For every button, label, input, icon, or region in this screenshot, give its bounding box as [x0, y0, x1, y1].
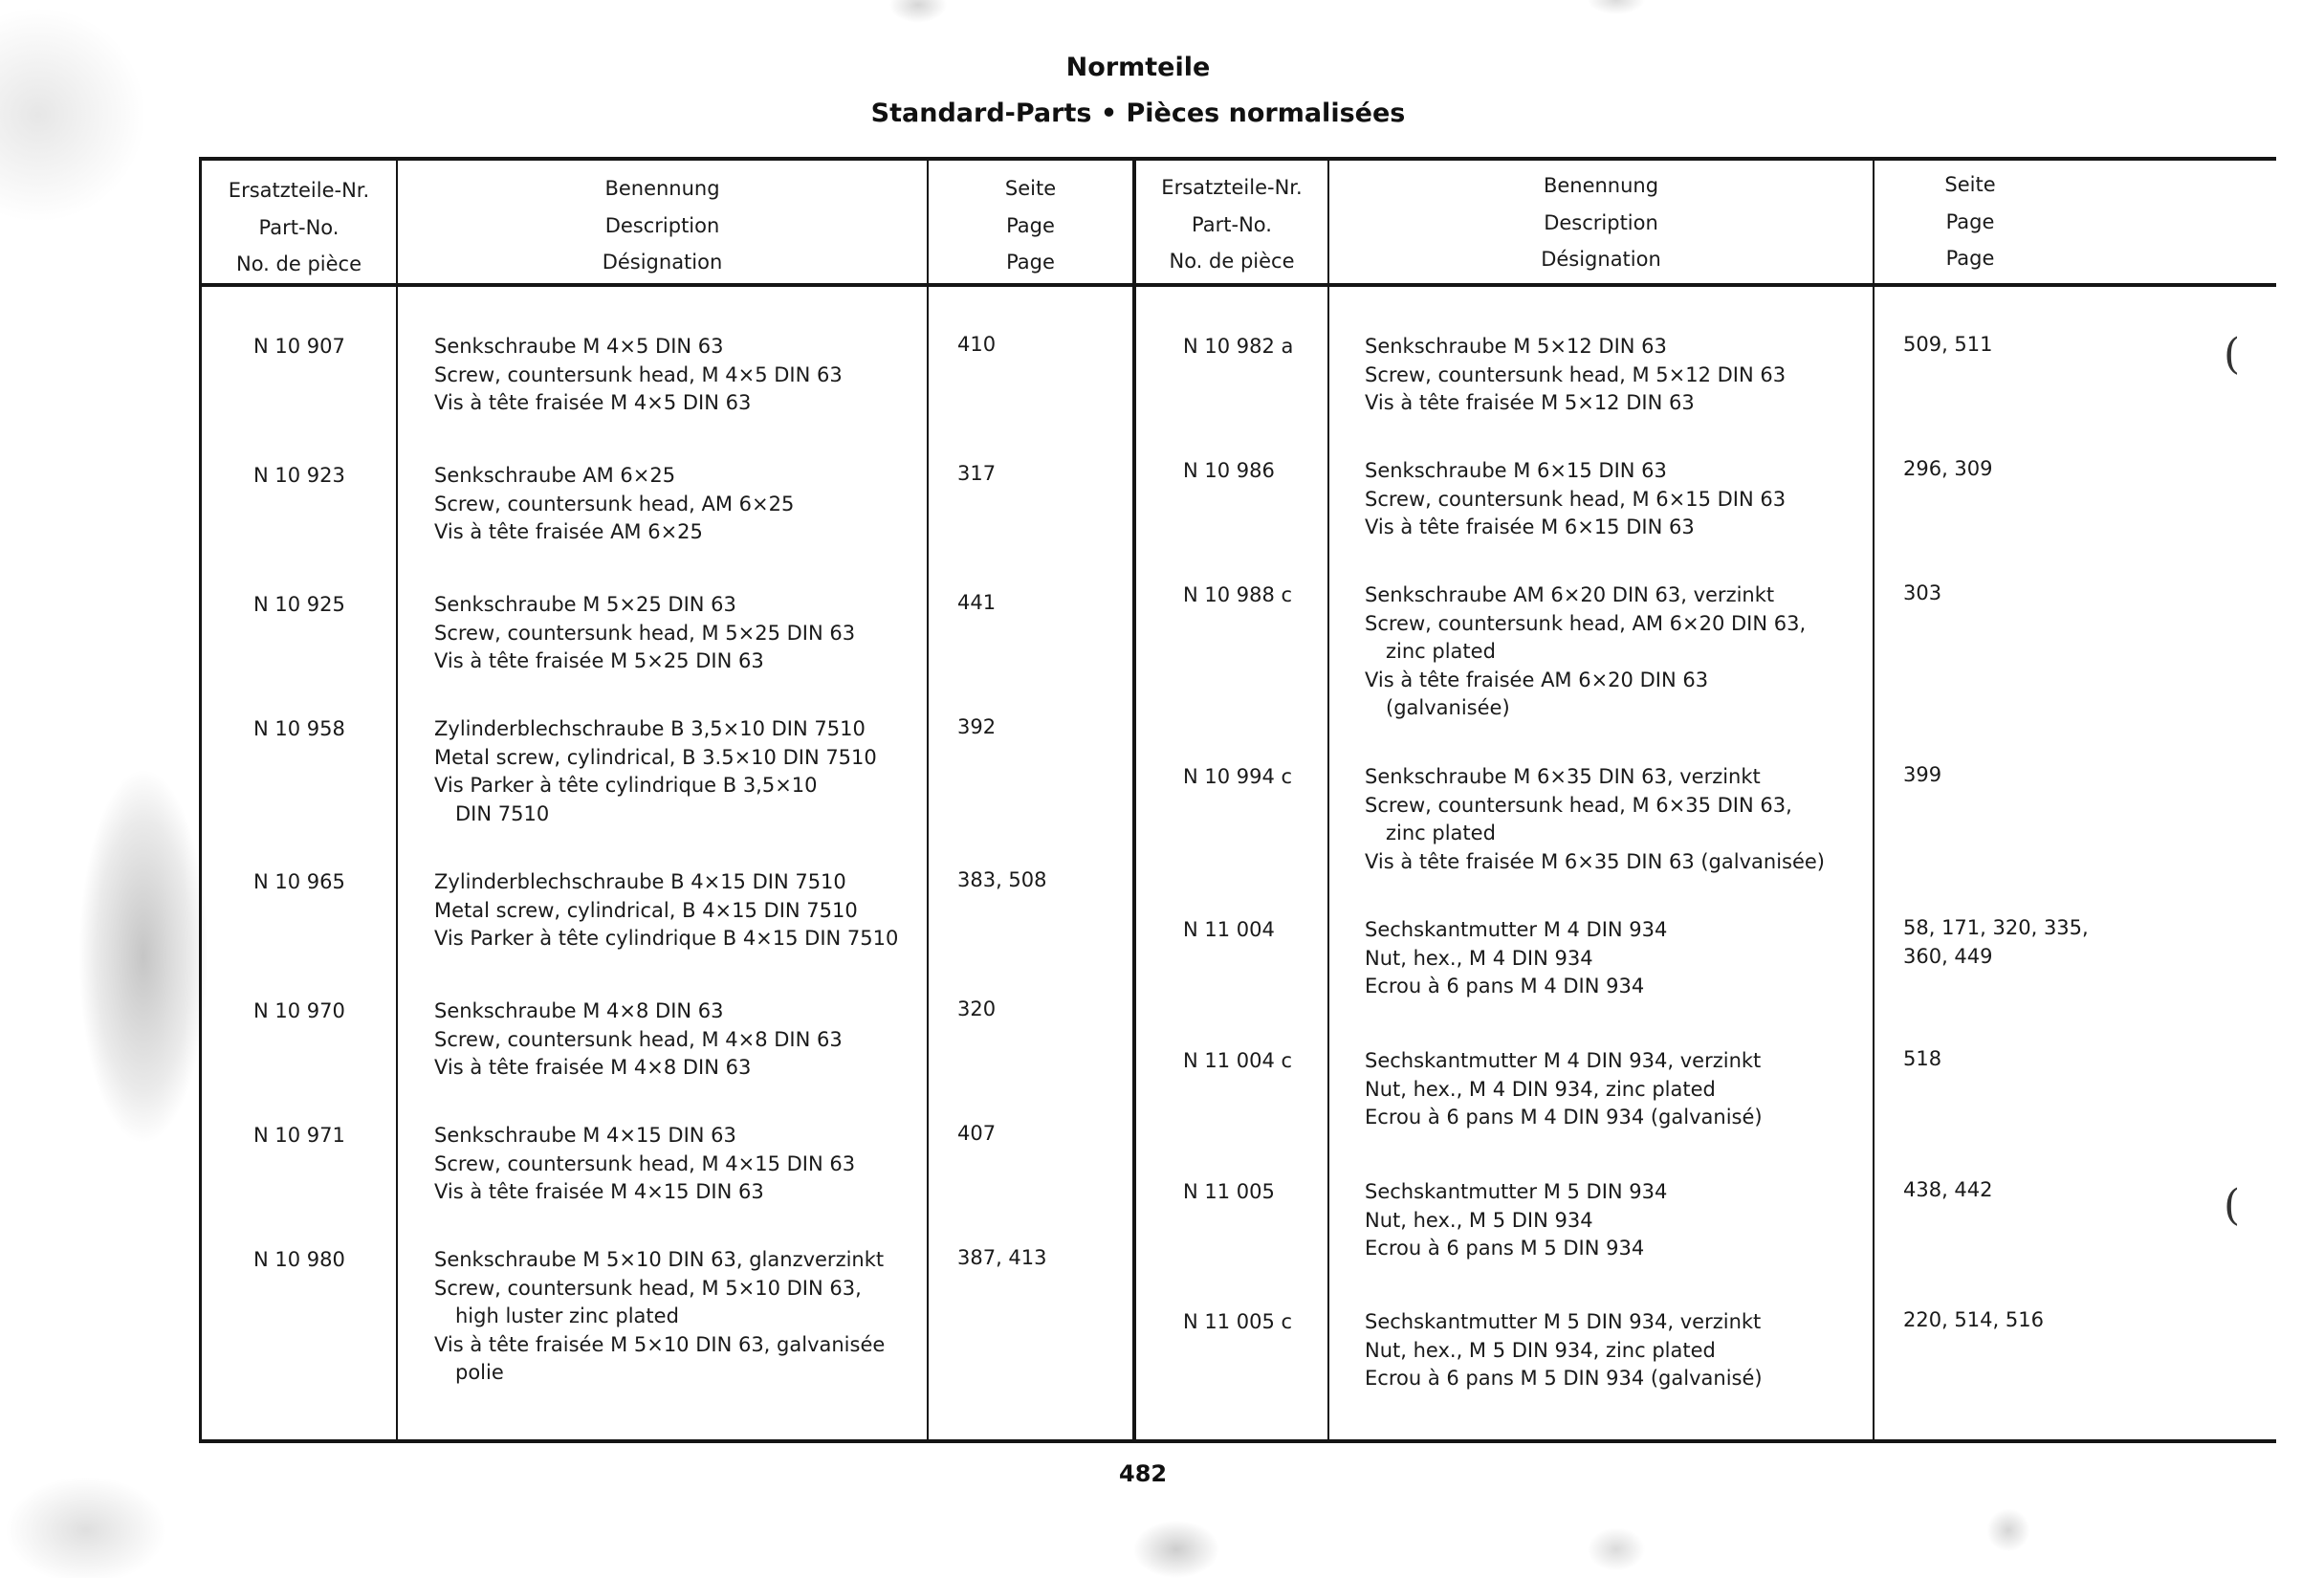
- part-number: N 10 923: [253, 464, 345, 487]
- part-number: N 10 994 c: [1183, 765, 1293, 788]
- margin-mark: (: [2224, 330, 2241, 379]
- description-line: Screw, countersunk head, M 6×35 DIN 63,: [1365, 793, 1792, 817]
- table-top-rule: [199, 157, 2276, 161]
- part-description: [1365, 916, 1667, 1001]
- header-part-no-de: Ersatzteile-Nr.: [1161, 176, 1303, 199]
- description-line: Nut, hex., M 5 DIN 934: [1365, 1208, 1593, 1232]
- description-line: Screw, countersunk head, M 5×12 DIN 63: [1365, 362, 1787, 386]
- col-divider-4: [1873, 157, 1875, 1443]
- description-line: Screw, countersunk head, M 4×15 DIN 63: [434, 1151, 856, 1175]
- page-reference: 296, 309: [1903, 457, 1993, 480]
- description-line: Metal screw, cylindrical, B 3.5×10 DIN 7510: [434, 745, 877, 769]
- header-part-no-en: Part-No.: [258, 215, 340, 239]
- part-number: N 11 005 c: [1183, 1310, 1293, 1333]
- description-line: Senkschraube M 4×5 DIN 63: [434, 335, 724, 358]
- description-line: Ecrou à 6 pans M 4 DIN 934 (galvanisé): [1365, 1106, 1763, 1129]
- header-description-left: [398, 170, 927, 281]
- part-description: [1365, 1047, 1763, 1132]
- description-line: Screw, countersunk head, M 4×8 DIN 63: [434, 1027, 843, 1051]
- col-divider-3: [1327, 157, 1329, 1443]
- description-line: Zylinderblechschraube B 3,5×10 DIN 7510: [434, 717, 866, 740]
- part-number: N 10 958: [253, 717, 345, 740]
- description-line: Ecrou à 6 pans M 4 DIN 934: [1365, 975, 1645, 997]
- header-part-no-fr: No. de pièce: [1169, 250, 1295, 273]
- part-description: [434, 997, 843, 1083]
- part-description: [1365, 763, 1825, 876]
- description-line: Screw, countersunk head, M 6×15 DIN 63: [1365, 487, 1787, 511]
- description-line: Sechskantmutter M 5 DIN 934: [1365, 1180, 1668, 1203]
- description-line: polie: [455, 1361, 504, 1384]
- page-reference: 518: [1903, 1047, 1942, 1070]
- description-line: Vis à tête fraisée M 6×35 DIN 63 (galvanisée): [1365, 849, 1826, 873]
- description-line: Senkschraube AM 6×20 DIN 63, verzinkt: [1365, 583, 1775, 606]
- header-description-fr: Désignation: [1541, 248, 1661, 271]
- part-number: N 10 971: [253, 1124, 345, 1147]
- description-line: Vis à tête fraisée M 5×25 DIN 63: [434, 649, 764, 672]
- description-line: Senkschraube M 4×15 DIN 63: [434, 1124, 736, 1147]
- page-reference: 407: [957, 1122, 997, 1145]
- col-divider-2: [927, 157, 929, 1443]
- page-subtitle: Standard-Parts • Pièces normalisées: [870, 99, 1406, 128]
- scan-smudge-left: [0, 0, 220, 1578]
- header-page-de: Seite: [1944, 173, 1996, 196]
- header-bottom-rule: [199, 283, 2276, 287]
- header-page-en: Page: [1945, 209, 1995, 233]
- description-line: Sechskantmutter M 4 DIN 934: [1365, 918, 1668, 941]
- header-description-de: Benennung: [1543, 174, 1659, 197]
- part-number: N 10 925: [253, 593, 345, 616]
- description-line: Vis Parker à tête cylindrique B 4×15 DIN 7510: [434, 927, 899, 950]
- part-description: [434, 1122, 855, 1207]
- margin-mark: (: [2224, 1181, 2241, 1230]
- header-part-no-de: Ersatzteile-Nr.: [228, 179, 370, 202]
- center-divider: [1132, 157, 1136, 1443]
- table-left-rule: [199, 157, 202, 1443]
- header-part-no-right: [1136, 169, 1327, 280]
- part-number: N 10 980: [253, 1248, 345, 1271]
- description-line: Screw, countersunk head, M 4×5 DIN 63: [434, 362, 843, 386]
- page-reference: 383, 508: [957, 868, 1047, 891]
- description-line: Vis à tête fraisée M 4×8 DIN 63: [434, 1056, 752, 1079]
- part-description: [1365, 333, 1786, 418]
- description-line: Vis à tête fraisée AM 6×20 DIN 63: [1365, 668, 1709, 691]
- header-description-en: Description: [1544, 210, 1658, 234]
- header-part-no-en: Part-No.: [1192, 212, 1272, 236]
- page-reference: 399: [1903, 763, 1942, 786]
- part-number: N 10 965: [253, 870, 345, 893]
- col-divider-1: [396, 157, 398, 1443]
- page-reference: 509, 511: [1903, 333, 1993, 356]
- description-line: Vis Parker à tête cylindrique B 3,5×10: [434, 774, 818, 797]
- page-number: 482: [1119, 1460, 1168, 1487]
- description-line: Nut, hex., M 4 DIN 934: [1365, 946, 1593, 970]
- part-number: N 10 982 a: [1183, 335, 1294, 358]
- description-line: Senkschraube M 5×25 DIN 63: [434, 593, 736, 616]
- description-line: Vis à tête fraisée M 6×15 DIN 63: [1365, 515, 1695, 538]
- page-reference: 220, 514, 516: [1903, 1308, 2044, 1331]
- header-page-de: Seite: [1004, 177, 1057, 200]
- description-line: Screw, countersunk head, M 5×25 DIN 63: [434, 621, 856, 645]
- header-description-right: [1329, 167, 1873, 278]
- part-description: [1365, 581, 1806, 723]
- description-line: Nut, hex., M 5 DIN 934, zinc plated: [1365, 1338, 1716, 1362]
- description-line: Vis à tête fraisée M 5×12 DIN 63: [1365, 391, 1695, 414]
- scan-smudge-top: [861, 0, 1721, 38]
- page-reference: 410: [957, 333, 997, 356]
- description-line: DIN 7510: [455, 801, 550, 825]
- part-number: N 11 004: [1183, 918, 1275, 941]
- description-line: zinc plated: [1386, 640, 1496, 663]
- header-page-right: [1875, 166, 2066, 277]
- part-number: N 10 986: [1183, 459, 1275, 482]
- page-reference: 303: [1903, 581, 1942, 604]
- part-description: [1365, 1178, 1667, 1263]
- header-description-de: Benennung: [604, 177, 720, 200]
- part-description: [434, 591, 855, 676]
- description-line: Senkschraube M 6×15 DIN 63: [1365, 459, 1667, 482]
- part-description: [434, 462, 794, 547]
- description-line: Vis à tête fraisée AM 6×25: [434, 520, 703, 543]
- header-description-fr: Désignation: [602, 251, 723, 274]
- description-line: Sechskantmutter M 4 DIN 934, verzinkt: [1365, 1049, 1762, 1072]
- part-description: [434, 715, 877, 828]
- part-number: N 10 907: [253, 335, 345, 358]
- page-reference: 438, 442: [1903, 1178, 1993, 1201]
- description-line: Ecrou à 6 pans M 5 DIN 934: [1365, 1237, 1645, 1260]
- description-line: high luster zinc plated: [455, 1304, 679, 1327]
- description-line: zinc plated: [1386, 822, 1496, 844]
- page-reference: 387, 413: [957, 1246, 1047, 1269]
- header-page-fr: Page: [1945, 247, 1995, 270]
- header-page-fr: Page: [1006, 251, 1055, 274]
- description-line: Senkschraube M 4×8 DIN 63: [434, 999, 724, 1022]
- part-description: [434, 333, 843, 418]
- header-page-left: [929, 170, 1132, 281]
- page-reference: 317: [957, 462, 997, 485]
- part-description: [1365, 457, 1786, 542]
- description-line: Senkschraube M 5×12 DIN 63: [1365, 335, 1667, 358]
- table-bottom-rule: [199, 1439, 2276, 1443]
- part-number: N 11 005: [1183, 1180, 1275, 1203]
- description-line: Zylinderblechschraube B 4×15 DIN 7510: [434, 870, 846, 893]
- description-line: Metal screw, cylindrical, B 4×15 DIN 7510: [434, 898, 858, 922]
- part-number: N 10 988 c: [1183, 583, 1293, 606]
- description-line: (galvanisée): [1386, 696, 1510, 719]
- description-line: Screw, countersunk head, M 5×10 DIN 63,: [434, 1276, 862, 1300]
- page-reference: 441: [957, 591, 997, 614]
- description-line: Vis à tête fraisée M 4×5 DIN 63: [434, 391, 752, 414]
- part-number: N 10 970: [253, 999, 345, 1022]
- description-line: Vis à tête fraisée M 5×10 DIN 63, galvanisée: [434, 1332, 886, 1356]
- page-reference: 320: [957, 997, 997, 1020]
- description-line: Senkschraube M 6×35 DIN 63, verzinkt: [1365, 765, 1761, 788]
- part-description: [1365, 1308, 1763, 1393]
- header-part-no-left: [202, 172, 396, 283]
- part-description: [434, 1246, 885, 1388]
- part-description: [434, 868, 898, 953]
- description-line: Ecrou à 6 pans M 5 DIN 934 (galvanisé): [1365, 1367, 1763, 1390]
- header-page-en: Page: [1006, 213, 1055, 237]
- page-reference: 392: [957, 715, 997, 738]
- description-line: Screw, countersunk head, AM 6×25: [434, 492, 795, 515]
- description-line: Senkschraube AM 6×25: [434, 464, 676, 487]
- header-part-no-fr: No. de pièce: [235, 252, 362, 275]
- header-description-en: Description: [604, 213, 720, 237]
- page-reference: 58, 171, 320, 335, 360, 449: [1903, 916, 2089, 968]
- description-line: Senkschraube M 5×10 DIN 63, glanzverzinkt: [434, 1248, 885, 1271]
- page-title: Normteile: [1065, 53, 1211, 82]
- scan-smudge-bottom: [0, 1492, 2324, 1578]
- description-line: Vis à tête fraisée M 4×15 DIN 63: [434, 1180, 764, 1203]
- description-line: Sechskantmutter M 5 DIN 934, verzinkt: [1365, 1310, 1762, 1333]
- description-line: Screw, countersunk head, AM 6×20 DIN 63,: [1365, 611, 1807, 635]
- description-line: Nut, hex., M 4 DIN 934, zinc plated: [1365, 1077, 1716, 1101]
- part-number: N 11 004 c: [1183, 1049, 1293, 1072]
